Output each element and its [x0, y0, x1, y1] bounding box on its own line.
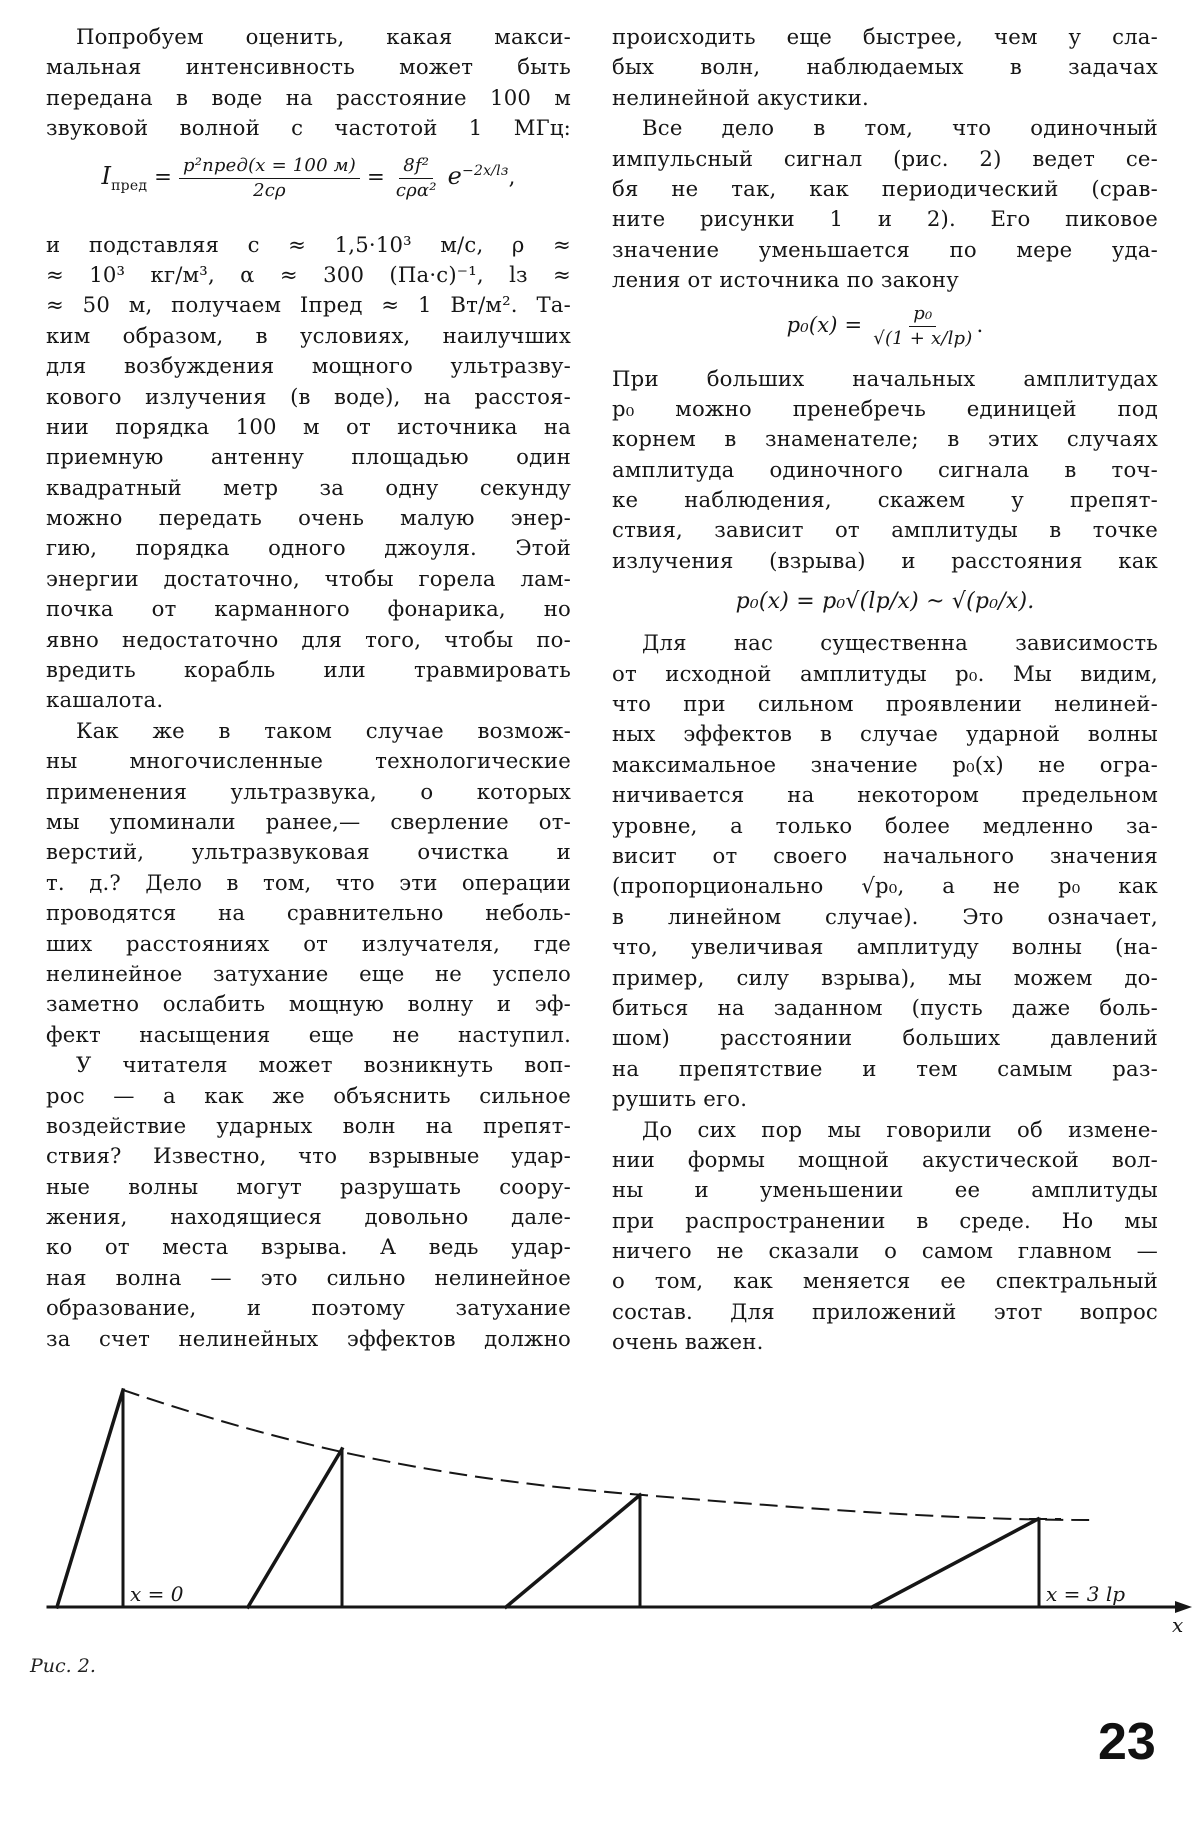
text-line: в линейном случае). Это означает,	[612, 903, 1158, 929]
text-line: Попробуем оценить, какая макси-	[76, 24, 571, 49]
text-line: при распространении в среде. Но мы	[612, 1207, 1158, 1233]
paragraph-5	[612, 1115, 1158, 1358]
paragraph-3	[46, 716, 571, 1050]
paragraph-1	[46, 22, 571, 144]
text-line: пример, силу взрыва), мы можем до-	[612, 964, 1158, 990]
text-line: можно передать очень малую энер-	[46, 505, 571, 531]
formula-fraction-2: $\frac{\text{8f²}}{\text{cρα²}}$	[395, 154, 437, 201]
text-line: звуковой волной с частотой 1 МГц:	[46, 115, 571, 141]
text-line: очень важен.	[612, 1329, 764, 1355]
formula-lhs: $I_{пред}$	[101, 161, 148, 194]
text-line: рушить его.	[612, 1086, 748, 1112]
text-line: за счет нелинейных эффектов должно	[46, 1325, 571, 1351]
text-line: гию, порядка одного джоуля. Этой	[46, 535, 571, 561]
x-axis-arrow-icon	[1175, 1601, 1192, 1613]
text-line: ствия? Известно, что взрывные удар-	[46, 1143, 571, 1169]
text-line: нии формы мощной акустической вол-	[612, 1146, 1158, 1172]
text-line: ствия, зависит от амплитуды в точке	[612, 517, 1158, 543]
text-line: ления от источника по закону	[612, 267, 959, 293]
text-line: вредить корабль или травмировать	[46, 657, 571, 683]
text-line: значение уменьшается по мере уда-	[612, 236, 1158, 262]
text-line: ке наблюдения, скажем у препят-	[612, 487, 1158, 513]
text-line: мальная интенсивность может быть	[46, 54, 571, 80]
text-line: ная волна — это сильно нелинейное	[46, 1264, 571, 1290]
paragraph-1	[612, 22, 1158, 113]
text-line: бых волн, наблюдаемых в задачах	[612, 54, 1158, 80]
paragraph-4	[612, 628, 1158, 1114]
paragraph-2	[612, 113, 1158, 295]
text-line: ≈ 50 м, получаем Iпред ≈ 1 Вт/м². Та-	[46, 292, 571, 318]
text-line: излучения (взрыва) и расстояния как	[612, 547, 1158, 573]
text-line: максимальное значение p₀(x) не огра-	[612, 751, 1158, 777]
formula-exponential: $e^{-2x/lз}$	[447, 161, 509, 190]
paragraph-4	[46, 1050, 571, 1354]
figure-caption: Рис. 2.	[30, 1655, 96, 1677]
text-line: что, увеличивая амплитуду волны (на-	[612, 934, 1158, 960]
formula-peak-decay: p₀(x) = $\frac{\text{p₀}}{√(1 + x/lp)}$ .	[786, 302, 984, 349]
pulse-2-front	[248, 1449, 342, 1607]
text-line: приемную антенну площадью один	[46, 444, 571, 470]
text-line: (пропорционально √p₀, а не p₀ как	[612, 873, 1158, 899]
text-line: квадратный метр за одну секунду	[46, 474, 571, 500]
text-line: и подставляя c ≈ 1,5·10³ м/с, ρ ≈	[46, 231, 571, 257]
text-line: У читателя может возникнуть воп-	[76, 1052, 571, 1078]
text-line: на препятствие и тем самым раз-	[612, 1055, 1158, 1081]
text-line: ко от места взрыва. А ведь удар-	[46, 1234, 571, 1260]
text-line: что при сильном проявлении нелиней-	[612, 691, 1158, 717]
text-line: воздействие ударных волн на препят-	[46, 1112, 571, 1138]
text-line: Как же в таком случае возмож-	[76, 717, 571, 743]
text-line: образование, и поэтому затухание	[46, 1295, 571, 1321]
text-line: висит от своего начального значения	[612, 842, 1158, 868]
text-line: о том, как меняется ее спектральный	[612, 1268, 1158, 1294]
text-line: бя не так, как периодический (срав-	[612, 175, 1158, 201]
text-line: ны многочисленные технологические	[46, 748, 571, 774]
text-line: До сих пор мы говорили об измене-	[642, 1116, 1158, 1142]
text-line: жения, находящиеся довольно дале-	[46, 1204, 571, 1230]
page-number: 23	[1098, 1713, 1156, 1771]
axis-label-x: x	[1172, 1613, 1184, 1637]
text-line: ные волны могут разрушать соору-	[46, 1173, 571, 1199]
label-x-zero: x = 0	[130, 1582, 184, 1606]
pulse-4-front	[872, 1519, 1038, 1607]
text-line: нелинейное затухание еще не успело	[46, 960, 571, 986]
text-line: ните рисунки 1 и 2). Его пиковое	[612, 206, 1158, 232]
text-line: явно недостаточно для того, чтобы по-	[46, 626, 571, 652]
text-line: заметно ослабить мощную волну и эф-	[46, 991, 571, 1017]
text-line: ных эффектов в случае ударной волны	[612, 721, 1158, 747]
text-line: применения ультразвука, о которых	[46, 778, 571, 804]
paragraph-3	[612, 364, 1158, 577]
text-line: уровне, а только более медленно за-	[612, 812, 1158, 838]
text-line: ким образом, в условиях, наилучших	[46, 322, 571, 348]
text-line: почка от карманного фонарика, но	[46, 596, 571, 622]
label-x-3lp: x = 3 lp	[1046, 1582, 1126, 1606]
formula-intensity: $I_{пред}$ = $\frac{\text{p²пред(x = 100 м)}}{2c\rho}$ = $\frac{\text{8f²}}{\text{cρα²}}$ $e^{-2x/lз}$,	[101, 154, 516, 201]
text-line: ны и уменьшении ее амплитуды	[612, 1177, 1158, 1203]
text-line: кашалота.	[46, 687, 164, 713]
text-line: амплитуда одиночного сигнала в точ-	[612, 456, 1158, 482]
text-line: шом) расстоянии больших давлений	[612, 1025, 1158, 1051]
text-line: нии порядка 100 м от источника на	[46, 413, 571, 439]
text-line: При больших начальных амплитудах	[612, 365, 1158, 391]
text-line: для возбуждения мощного ультразву-	[46, 353, 571, 379]
text-line: ничивается на некотором предельном	[612, 782, 1158, 808]
text-line: ших расстояниях от излучателя, где	[46, 930, 571, 956]
text-line: мы упоминали ранее,— сверление от-	[46, 808, 571, 834]
text-line: от исходной амплитуды p₀. Мы видим,	[612, 660, 1158, 686]
text-line: рос — а как же объяснить сильное	[46, 1082, 571, 1108]
text-line: ≈ 10³ кг/м³, α ≈ 300 (Па·с)⁻¹, lз ≈	[46, 261, 571, 287]
figure-shock-pulse-decay	[0, 1360, 1200, 1640]
text-line: состав. Для приложений этот вопрос	[612, 1298, 1158, 1324]
text-line: энергии достаточно, чтобы горела лам-	[46, 565, 571, 591]
pulse-1-front	[57, 1390, 123, 1607]
text-line: p₀ можно пренебречь единицей под	[612, 395, 1158, 421]
paragraph-2	[46, 230, 571, 716]
text-line: кового излучения (в воде), на расстоя-	[46, 383, 571, 409]
text-line: т. д.? Дело в том, что эти операции	[46, 869, 571, 895]
formula-fraction-1: $\frac{\text{p²пред(x = 100 м)}}{2c\rho}$	[179, 154, 360, 203]
right-column	[612, 22, 1158, 1358]
text-line: верстий, ультразвуковая очистка и	[46, 839, 571, 865]
text-line: фект насыщения еще не наступил.	[46, 1021, 571, 1047]
text-line: ничего не сказали о самом главном —	[612, 1238, 1158, 1264]
text-line: Для нас существенна зависимость	[642, 630, 1158, 656]
pulse-3-front	[506, 1495, 640, 1607]
formula-fraction: $\frac{\text{p₀}}{√(1 + x/lp)}$	[873, 302, 973, 349]
text-line: корнем в знаменателе; в этих случаях	[612, 426, 1158, 452]
text-line: нелинейной акустики.	[612, 84, 869, 110]
text-line: биться на заданном (пусть даже боль-	[612, 994, 1158, 1020]
text-line: проводятся на сравнительно неболь-	[46, 900, 571, 926]
text-line: происходить еще быстрее, чем у сла-	[612, 24, 1158, 49]
text-line: передана в воде на расстояние 100 м	[46, 84, 571, 110]
text-line: Все дело в том, что одиночный	[642, 115, 1158, 141]
text-line: импульсный сигнал (рис. 2) ведет се-	[612, 145, 1158, 171]
formula-asymptotic: p₀(x) = p₀√(lp/x) ~ √(p₀/x).	[735, 589, 1035, 615]
envelope-curve	[123, 1390, 1090, 1520]
left-column	[46, 22, 571, 1354]
